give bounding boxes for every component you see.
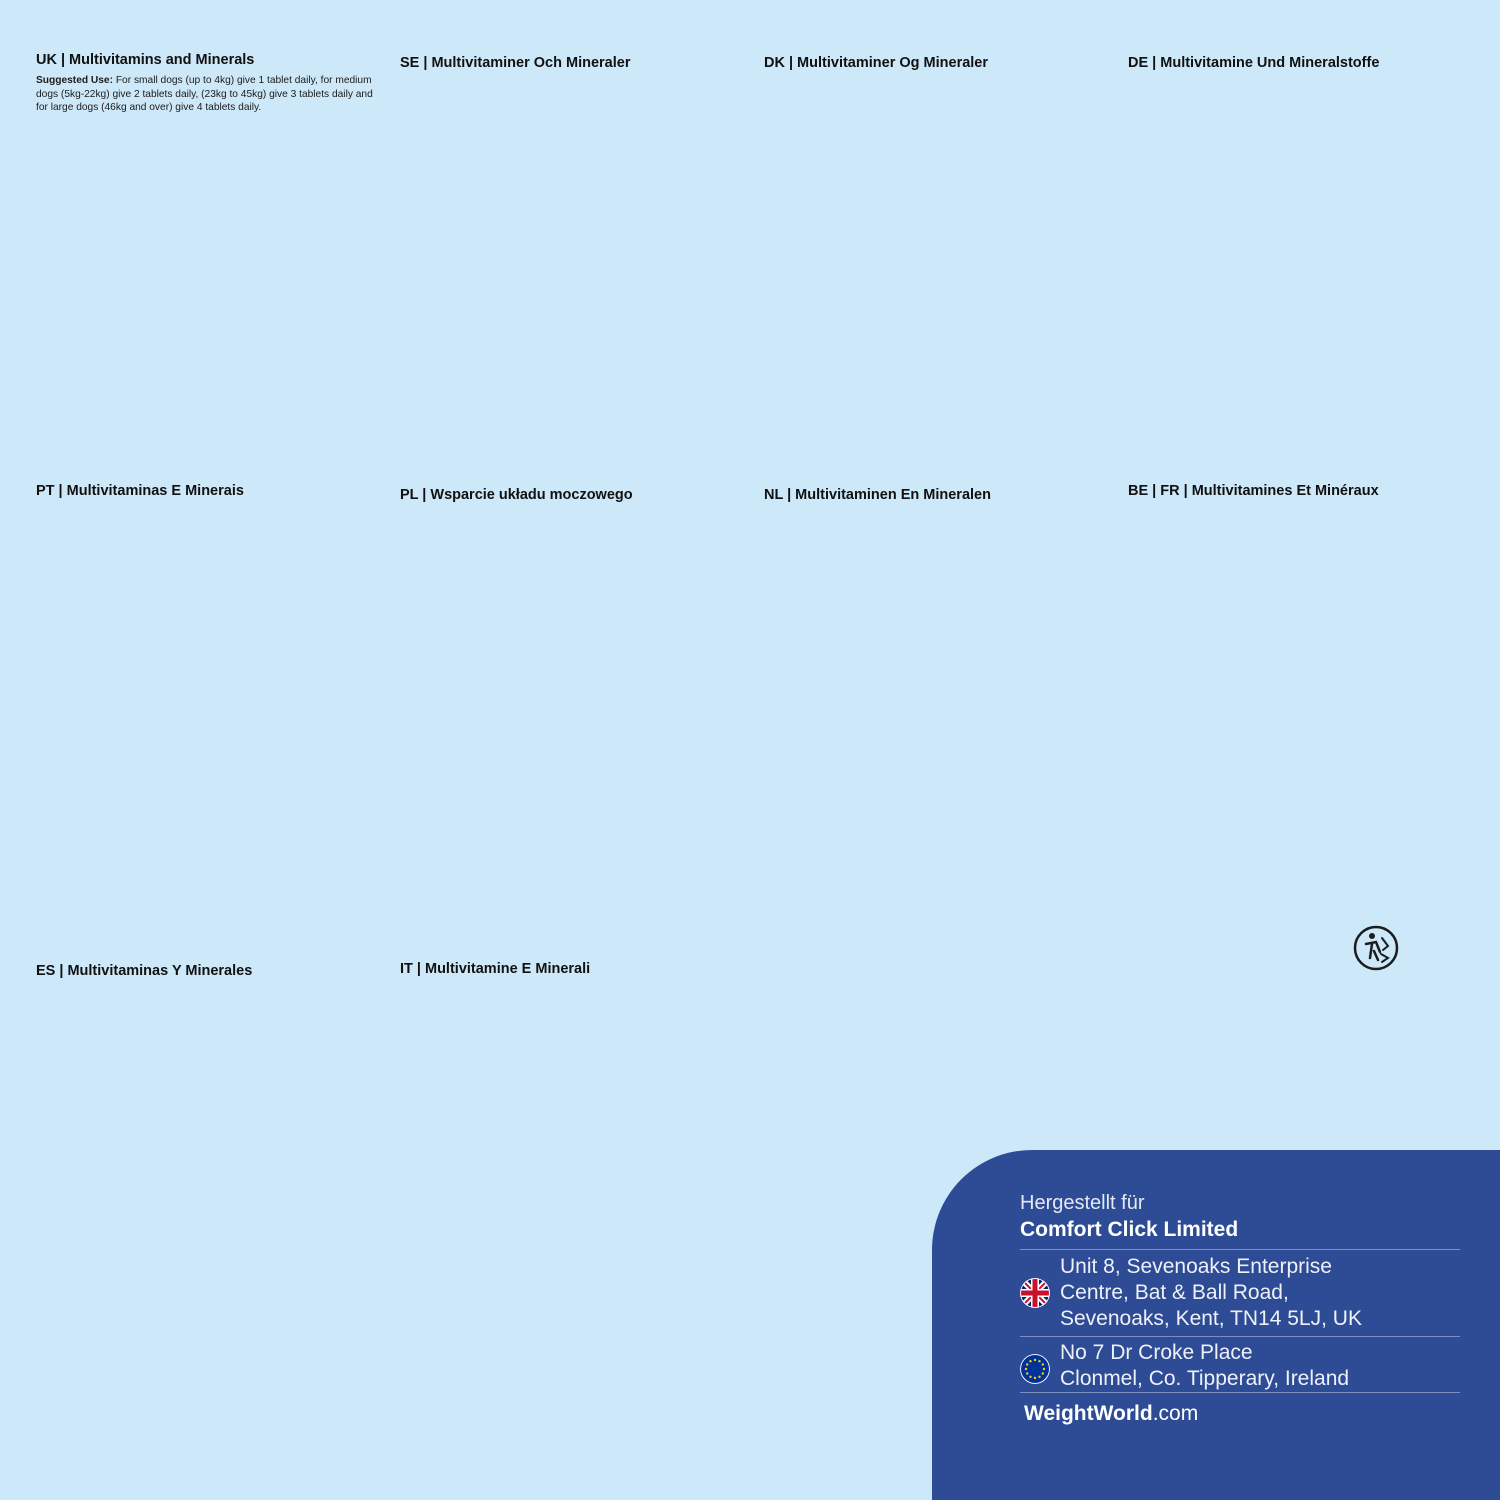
section-pl: [400, 487, 740, 509]
eu-star: [1038, 1376, 1040, 1378]
section-title: NL | Multivitaminen En Mineralen: [764, 487, 991, 503]
eu-star: [1029, 1376, 1031, 1378]
made-for-label: Hergestellt für: [1020, 1192, 1145, 1214]
eu-star: [1038, 1360, 1040, 1362]
uk-address: Unit 8, Sevenoaks Enterprise Centre, Bat & Ball Road, Sevenoaks, Kent, TN14 5LJ, UK: [1060, 1255, 1362, 1330]
divider: [1020, 1336, 1460, 1337]
section-es: [36, 963, 376, 985]
eu-flag-icon: [1020, 1354, 1050, 1384]
uk-flag-icon: [1020, 1278, 1050, 1308]
website-link[interactable]: WeightWorld.com: [1024, 1402, 1199, 1425]
section-se: [400, 55, 740, 77]
section-title: SE | Multivitaminer Och Mineraler: [400, 55, 631, 71]
eu-address: No 7 Dr Croke Place Clonmel, Co. Tipperary, Ireland: [1060, 1341, 1350, 1390]
section-dk: [764, 55, 1104, 77]
eu-star: [1042, 1363, 1044, 1365]
divider: [1020, 1392, 1460, 1393]
eu-star: [1043, 1368, 1045, 1370]
eu-star: [1025, 1368, 1027, 1370]
section-title: PL | Wsparcie układu moczowego: [400, 487, 633, 503]
section-de: [1128, 55, 1468, 77]
section-nl: [764, 487, 1104, 509]
section-pt: [36, 483, 376, 505]
manufacturer-panel: [932, 1150, 1500, 1500]
divider: [1020, 1249, 1460, 1250]
section-title: BE | FR | Multivitamines Et Minéraux: [1128, 483, 1379, 499]
eu-star: [1026, 1372, 1028, 1374]
eu-star: [1042, 1372, 1044, 1374]
section-uk: [36, 52, 376, 119]
eu-star: [1034, 1377, 1036, 1379]
section-it: [400, 961, 740, 983]
section-title: DE | Multivitamine Und Mineralstoffe: [1128, 55, 1380, 71]
company-name: Comfort Click Limited: [1020, 1218, 1239, 1241]
section-title: UK | Multivitamins and Minerals: [36, 52, 255, 68]
section-title: ES | Multivitaminas Y Minerales: [36, 963, 253, 979]
section-befr: [1128, 483, 1468, 505]
section-title: PT | Multivitaminas E Minerais: [36, 483, 244, 499]
paragraph: Suggested Use: For small dogs (up to 4kg) give 1 tablet daily, for medium dogs (5kg-22kg) give 2 tablets daily, (23kg to 45kg) give 3 tablets daily and for large dogs (46kg and over) give 4 tablets daily.: [36, 75, 373, 113]
section-title: IT | Multivitamine E Minerali: [400, 961, 591, 977]
eu-star: [1026, 1363, 1028, 1365]
eu-star: [1029, 1360, 1031, 1362]
eu-star: [1034, 1359, 1036, 1361]
recycle-person-icon: [1352, 924, 1400, 972]
section-title: DK | Multivitaminer Og Mineraler: [764, 55, 989, 71]
